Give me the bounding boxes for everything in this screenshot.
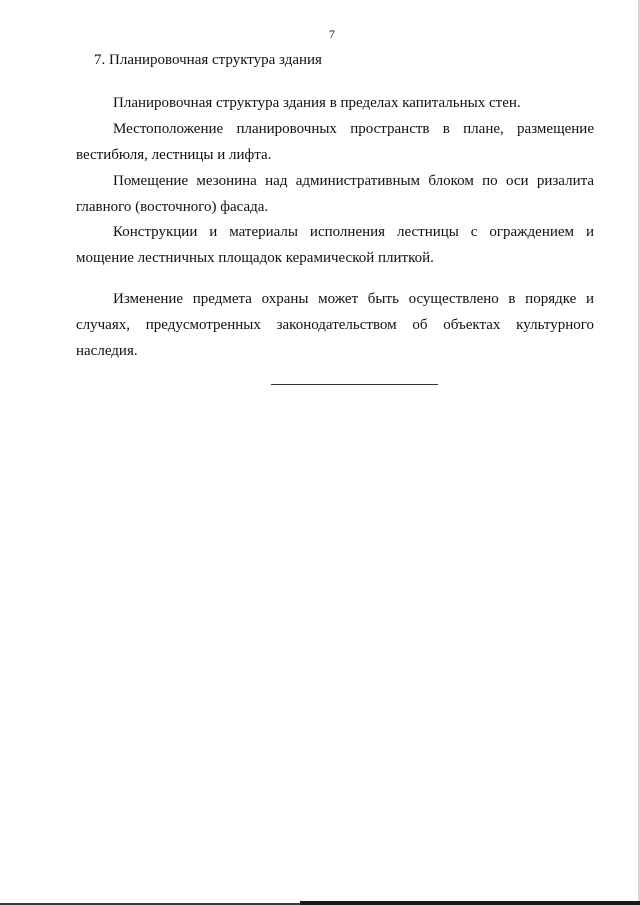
paragraph-1 [76, 90, 594, 116]
paragraph-5 [76, 286, 594, 364]
paragraph-line: Изменение предмета охраны может быть осуществлено в порядке и [113, 291, 594, 307]
paragraph-3 [76, 168, 594, 220]
section-heading: 7. Планировочная структура здания [94, 52, 322, 68]
scan-edge-bottom-right [300, 901, 640, 905]
paragraph-line: Помещение мезонина над административным блоком по оси ризалита [113, 173, 594, 189]
page-number: 7 [329, 27, 335, 41]
paragraph-2 [76, 116, 594, 168]
paragraph-4 [76, 219, 594, 271]
paragraph-line: Конструкции и материалы исполнения лестницы с ограждением и [113, 224, 594, 240]
paragraph-line: наследия. [76, 343, 138, 359]
paragraph-line: главного (восточного) фасада. [76, 199, 269, 215]
paragraph-line: Местоположение планировочных пространств в плане, размещение [113, 121, 594, 137]
end-of-text-rule [271, 384, 438, 385]
paragraph-line: Планировочная структура здания в пределах капитальных стен. [113, 95, 521, 111]
paragraph-line: вестибюля, лестницы и лифта. [76, 147, 272, 163]
paragraph-line: случаях, предусмотренных законодательством об объектах культурного [76, 317, 594, 333]
paragraph-line: мощение лестничных площадок керамической плиткой. [76, 250, 434, 266]
